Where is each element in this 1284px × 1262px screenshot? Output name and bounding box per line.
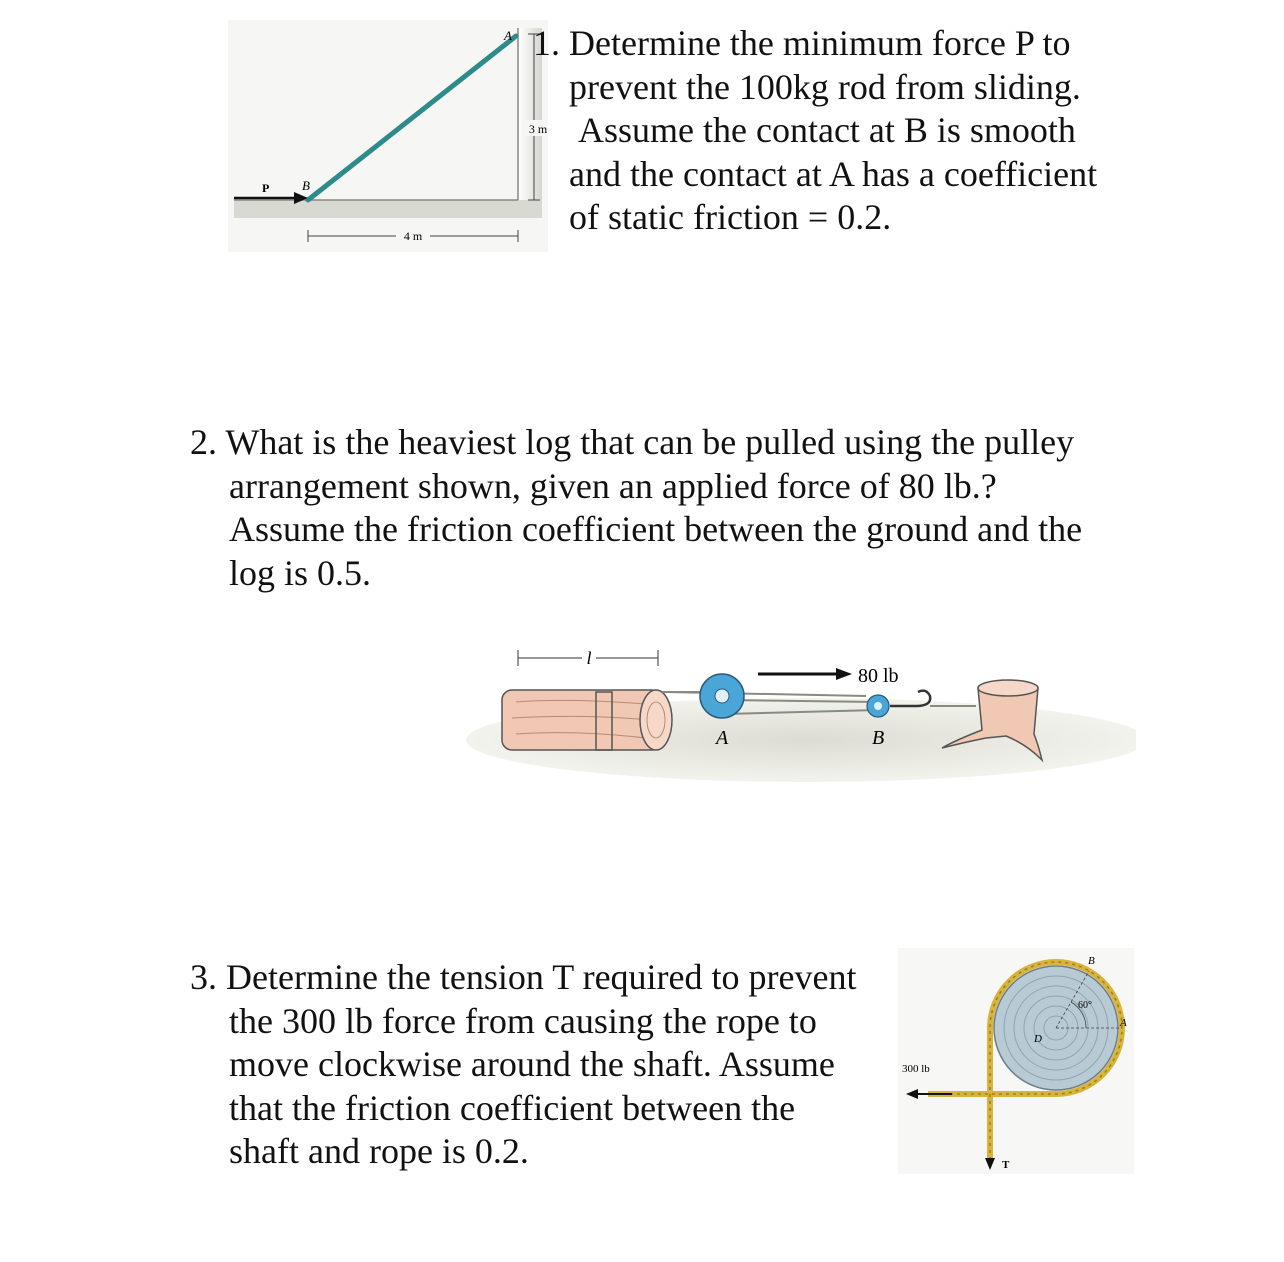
label-b: B [302,178,310,193]
pulley-b-hub [874,702,882,710]
problem2-line-4: log is 0.5. [229,552,372,593]
problem2-line-1: 2. What is the heaviest log that can be pulled using the pulley [190,422,1075,462]
label-l: l [586,648,592,668]
pulley-a-hub [715,689,729,703]
label-b: B [872,727,885,749]
problem3-line-5: shaft and rope is 0.2. [229,1131,529,1171]
problem2-text [190,421,1082,595]
label-t: T [1002,1159,1010,1171]
problem3-line-4: that the friction coefficient between the [229,1087,796,1128]
label-a: A [504,28,512,43]
problem1-line-4: and the contact at A has a coefficient [569,153,1098,194]
label-a: A [1120,1017,1127,1029]
label-d: D [1034,1033,1042,1045]
problem3-line-2: the 300 lb force from causing the rope to [229,1000,817,1041]
label-angle: 60° [1078,1000,1092,1011]
label-p: P [262,181,270,195]
label-a: A [716,727,729,749]
problem1-figure [228,20,548,252]
problem1-text [533,22,1097,240]
log-end [640,690,672,750]
force-80lb-arrowhead [836,668,852,680]
problem3-line-1: 3. Determine the tension T required to prevent [190,957,857,997]
stump-top [978,680,1038,696]
log-body [502,690,662,750]
problem3-line-3: move clockwise around the shaft. Assume [229,1044,835,1084]
label-b: B [1088,955,1095,967]
problem3-figure [898,948,1134,1174]
problem3-text [190,956,856,1174]
label-300lb: 300 lb [902,1063,930,1075]
label-80lb: 80 lb [858,665,899,687]
dim-height-label: 3 m [528,122,548,136]
problem1-line-3: Assume the contact at B is smooth [578,110,1076,150]
dim-width-label: 4 m [403,229,423,243]
problem1-line-1: 1. Determine the minimum force P to [533,23,1071,63]
problem1-line-5: of static friction = 0.2. [569,197,892,237]
floor [234,200,542,218]
problem2-line-3: Assume the friction coefficient between the ground and the [229,509,1083,549]
problem2-figure [446,640,1136,790]
problem2-line-2: arrangement shown, given an applied force of 80 lb.? [229,465,997,506]
problem1-line-2: prevent the 100kg rod from sliding. [569,66,1081,107]
